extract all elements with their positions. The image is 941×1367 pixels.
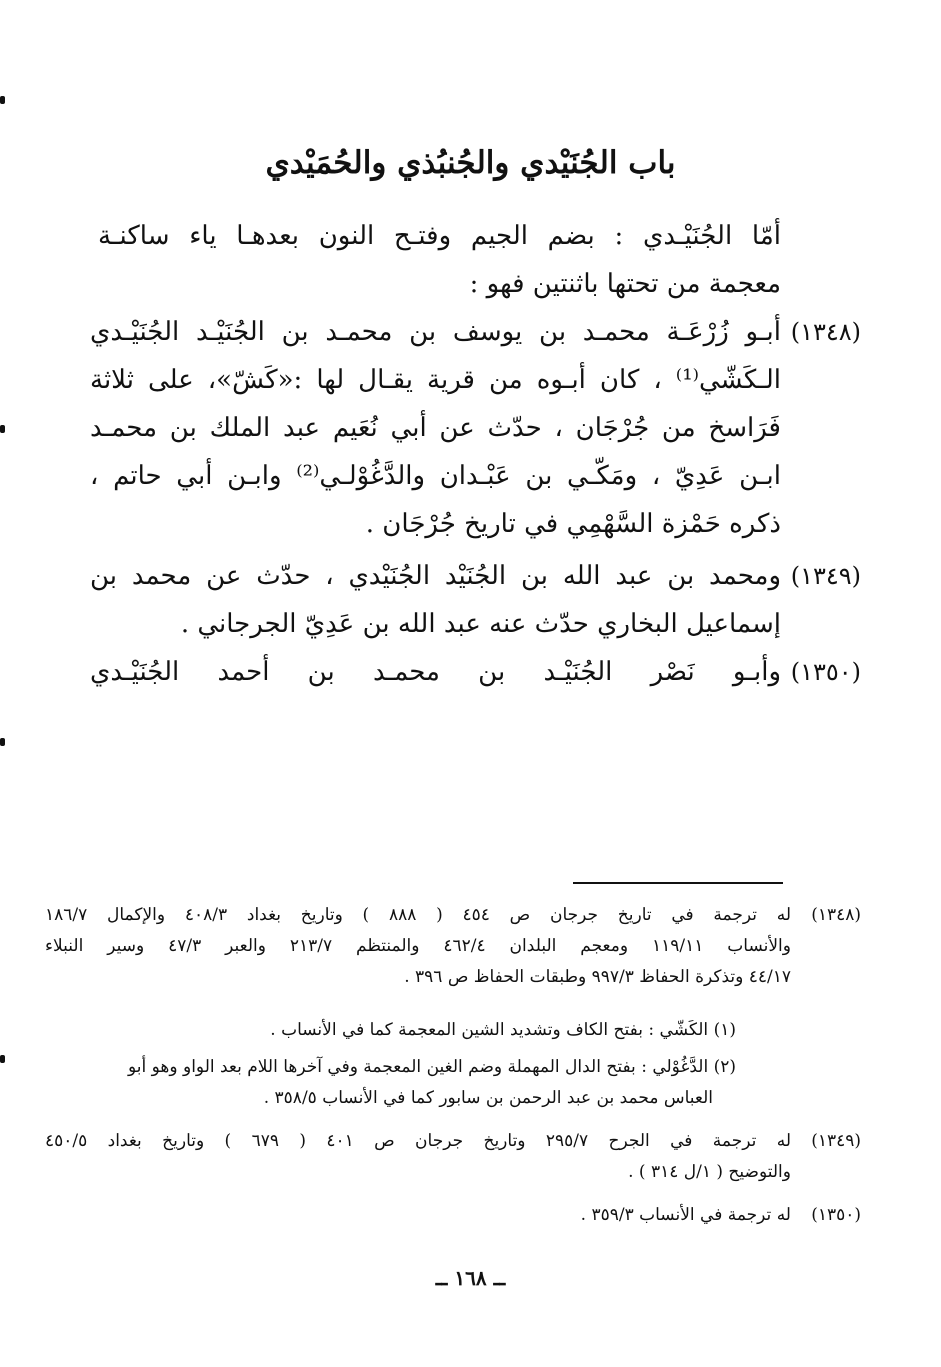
footnote-1349 xyxy=(45,1126,861,1188)
page-number: ــ ١٦٨ ــ xyxy=(435,1266,506,1290)
entry-1349 xyxy=(90,552,861,648)
footnote-line: العباس محمد بن عبد الرحمن بن سابور كما في الأنساب ٣٥٨/٥ . xyxy=(263,1088,713,1108)
entry-number: (١٣٥٠) xyxy=(790,658,861,686)
intro-paragraph xyxy=(98,212,781,308)
footnote-line: له ترجمة في الجرح ٢٩٥/٧ وتاريخ جرجان ص ٤٠١ ( ٦٧٩ ) وتاريخ بغداد ٤٥٠/٥ xyxy=(45,1131,791,1151)
entry-number: (١٣٤٨) xyxy=(790,318,861,346)
margin-mark xyxy=(0,738,5,746)
footnote-number: (٢) xyxy=(713,1057,736,1077)
footnote-1350 xyxy=(45,1200,861,1231)
entry-1348 xyxy=(90,308,861,548)
entry-number: (١٣٤٩) xyxy=(790,562,861,590)
intro-line: معجمة من تحتها باثنتين فهو : xyxy=(469,269,781,299)
footnote-number: (١٣٤٨) xyxy=(811,905,861,925)
entry-line: فَرَاسخ من جُرْجَان ، حدّث عن أبي نُعَيم عبد الملك بن محمـد xyxy=(90,413,781,443)
entry-line: ومحمد بن عبد الله بن الجُنَيْد الجُنَيْدي ، حدّث عن محمد بن xyxy=(90,561,781,591)
footnote-2 xyxy=(45,1052,791,1114)
entry-line: أبـو زُرْعَـة محمـد بن يوسف بن محمـد بن الجُنَيْـد الجُنَيْـدي xyxy=(90,317,781,347)
entry-line: وأبـو نَصْر الجُنَيْـد بن محمـد بن أحمد الجُنَيْـدي xyxy=(90,657,781,687)
margin-mark xyxy=(0,96,5,104)
footnote-text: الكَشّي : بفتح الكاف وتشديد الشين المعجمة كما في الأنساب . xyxy=(270,1020,709,1040)
footnote-line: له ترجمة في تاريخ جرجان ص ٤٥٤ ( ٨٨٨ ) وتاريخ بغداد ٤٠٨/٣ والإكمال ١٨٦/٧ xyxy=(45,905,792,925)
footnote-number: (١٣٤٩) xyxy=(811,1131,861,1151)
footnote-line: له ترجمة في الأنساب ٣٥٩/٣ . xyxy=(580,1205,791,1225)
footnote-line: ٤٤/١٧ وتذكرة الحفاظ ٩٩٧/٣ وطبقات الحفاظ ص ٣٩٦ . xyxy=(404,967,791,987)
intro-line: أمّا الجُنَيْـدي : بضم الجيم وفتـح النون بعدهـا ياء ساكنـة xyxy=(98,221,781,251)
entry-line: إسماعيل البخاري حدّث عنه عبد الله بن عَدِيّ الجرجاني . xyxy=(180,609,781,639)
footnote-1348 xyxy=(45,900,861,993)
footnote-line: والأنساب ١١٩/١١ ومعجم البلدان ٤٦٢/٤ والمنتظم ٢١٣/٧ والعبر ٤٧/٣ وسير النبلاء xyxy=(45,936,791,956)
entry-line: ابـن عَدِيّ ، ومَكّـي بن عَبْـدان والدَّغُوْلـي⁽²⁾ وابـن أبي حاتم ، xyxy=(90,461,781,491)
footnote-separator xyxy=(573,882,783,884)
footnote-text: الدَّغُوْلي : بفتح الدال المهملة وضم الغين المعجمة وفي آخرها اللام بعد الواو وهو أبو xyxy=(127,1057,709,1077)
footnote-number: (١) xyxy=(713,1020,736,1040)
margin-mark xyxy=(0,425,5,433)
footnote-number: (١٣٥٠) xyxy=(811,1205,861,1225)
footnote-line xyxy=(45,1052,791,1083)
footnote-line xyxy=(45,1015,791,1046)
entry-line: ذكره حَمْزة السَّهْمِي في تاريخ جُرْجَان . xyxy=(365,509,781,539)
footnote-line: والتوضيح ( ١/ل ٣١٤ ) . xyxy=(628,1162,791,1182)
chapter-title: باب الجُنَيْدي والجُنبُذي والحُمَيْدي xyxy=(265,145,676,181)
margin-mark xyxy=(0,1055,5,1063)
footnote-1 xyxy=(45,1015,791,1046)
entry-line: الـكَشّي⁽¹⁾ ، كان أبـوه من قرية يقـال لها :«كَشّ»، على ثلاثة xyxy=(90,365,781,395)
entry-1350 xyxy=(90,648,861,696)
